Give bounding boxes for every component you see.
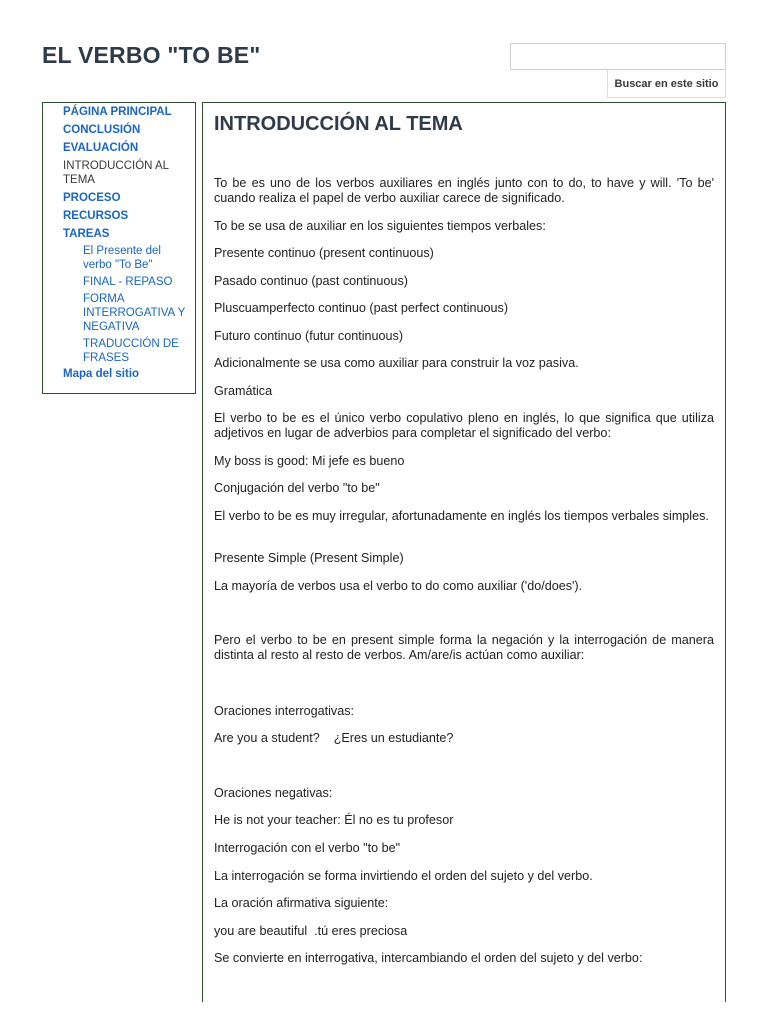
sidebar-item-introduccion-current: INTRODUCCIÓN AL TEMA [63,160,169,186]
paragraph: To be es uno de los verbos auxiliares en inglés junto con to do, to have y will. 'To be' cuando realiza el papel de verbo auxiliar carece de significado. [214,176,714,205]
paragraph: Gramática [214,384,273,398]
paragraph: Are you a student? ¿Eres un estudiante? [214,731,454,745]
paragraph: El verbo to be es muy irregular, afortunadamente en inglés los tiempos verbales simples. [214,509,709,523]
site-title[interactable]: EL VERBO "TO BE" [42,42,261,68]
paragraph: Conjugación del verbo "to be" [214,481,380,495]
sidebar-subitem-traduccion[interactable]: TRADUCCIÓN DE FRASES [83,338,179,364]
sidebar-item-recursos[interactable]: RECURSOS [63,209,129,222]
sidebar-subitem-forma-interrogativa[interactable]: FORMA INTERROGATIVA Y NEGATIVA [83,293,186,333]
paragraph: Se convierte en interrogativa, intercambiando el orden del sujeto y del verbo: [214,951,643,965]
main-content [202,102,726,1002]
paragraph: Pluscuamperfecto continuo (past perfect continuous) [214,301,509,315]
paragraph: Pasado continuo (past continuous) [214,274,408,288]
paragraph: La interrogación se forma invirtiendo el orden del sujeto y del verbo. [214,869,593,883]
paragraph: My boss is good: Mi jefe es bueno [214,454,405,468]
paragraph: To be se usa de auxiliar en los siguientes tiempos verbales: [214,219,546,233]
sidebar-item-proceso[interactable]: PROCESO [63,191,121,204]
page-title: INTRODUCCIÓN AL TEMA [214,113,463,135]
paragraph: La oración afirmativa siguiente: [214,896,389,910]
paragraph: Futuro continuo (futur continuous) [214,329,404,343]
paragraph: El verbo to be es el único verbo copulativo pleno en inglés, lo que significa que utiliza adjetivos en lugar de adverbios para completar el significado del verbo: [214,411,714,440]
sidebar-item-conclusion[interactable]: CONCLUSIÓN [63,124,141,136]
sidebar-item-evaluacion[interactable]: EVALUACIÓN [63,142,139,154]
paragraph: Adicionalmente se usa como auxiliar para construir la voz pasiva. [214,356,579,370]
paragraph: He is not your teacher: Él no es tu profesor [214,813,454,827]
sidebar-subitem-final-repaso[interactable]: FINAL - REPASO [83,276,173,288]
sidebar-nav [42,102,196,394]
paragraph: Presente Simple (Present Simple) [214,551,404,565]
paragraph: Oraciones interrogativas: [214,704,354,718]
paragraph: Oraciones negativas: [214,786,333,800]
paragraph: you are beautiful .tú eres preciosa [214,924,408,938]
paragraph: Presente continuo (present continuous) [214,246,434,260]
paragraph: Interrogación con el verbo "to be" [214,841,401,855]
paragraph: Pero el verbo to be en present simple forma la negación y la interrogación de manera distinta al resto al resto de verbos. Am/are/is actúan como auxiliar: [214,633,714,662]
paragraph: La mayoría de verbos usa el verbo to do como auxiliar ('do/does'). [214,579,583,593]
sidebar-subitem-presente[interactable]: El Presente del verbo "To Be" [83,245,161,271]
sidebar-item-pagina-principal[interactable]: PÁGINA PRINCIPAL [63,106,172,118]
search-input[interactable] [510,43,726,70]
sidebar-item-tareas[interactable]: TAREAS [63,227,110,240]
search-button[interactable]: Buscar en este sitio [607,70,726,98]
sidebar-item-mapa-del-sitio[interactable]: Mapa del sitio [63,368,140,380]
